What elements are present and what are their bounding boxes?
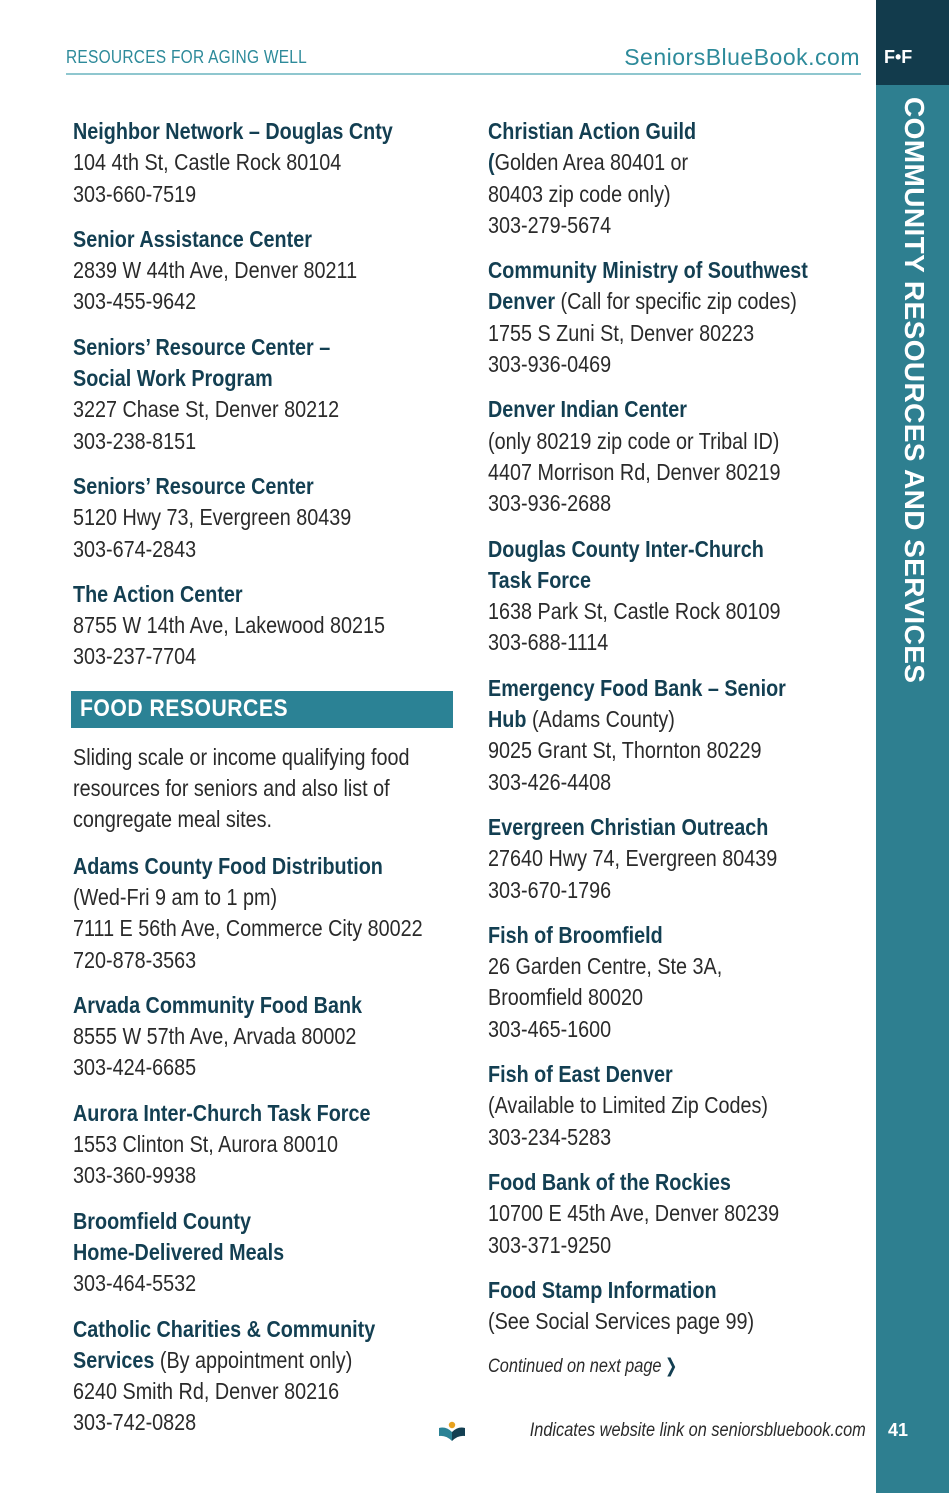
listing-name: Emergency Food Bank – Senior <box>488 674 786 701</box>
listing-note: Golden Area 80401 or <box>494 149 689 176</box>
section-intro <box>73 742 463 836</box>
listing-entry <box>488 394 878 519</box>
listing-entry <box>488 116 878 241</box>
intro-line: Sliding scale or income qualifying food <box>73 743 410 770</box>
listing-name: Christian Action Guild <box>488 118 697 144</box>
listing-phone: 303-464-5532 <box>73 1270 197 1297</box>
open-paren: ( <box>488 149 495 176</box>
listing-entry <box>488 812 878 906</box>
listing-phone: 303-237-7704 <box>73 643 197 670</box>
listing-phone: 303-238-8151 <box>73 427 197 454</box>
listing-name: Adams County Food Distribution <box>73 852 383 879</box>
listing-name: Social Work Program <box>73 365 273 392</box>
listing-entry <box>488 1275 878 1338</box>
listing-entry <box>73 1314 463 1439</box>
continued-text: Continued on next page <box>488 1356 662 1378</box>
listing-name: Services <box>73 1346 155 1373</box>
listing-note: (See Social Services page 99) <box>488 1308 755 1335</box>
listing-phone: 720-878-3563 <box>73 946 197 973</box>
section-heading-food-resources <box>71 691 453 728</box>
listing-phone: 303-688-1114 <box>488 629 609 656</box>
left-column <box>73 116 463 1453</box>
tab-header-block <box>876 0 949 85</box>
footer-note <box>437 1420 866 1442</box>
listing-note: 80403 zip code only) <box>488 180 671 207</box>
listing-name-with-note <box>488 704 823 735</box>
listing-note: (only 80219 zip code or Tribal ID) <box>488 427 780 454</box>
footer-text: Indicates website link on seniorsbluebook.com <box>529 1420 866 1441</box>
listing-address: 104 4th St, Castle Rock 80104 <box>73 149 342 176</box>
listing-name: Neighbor Network – Douglas Cnty <box>73 118 393 144</box>
listing-entry <box>73 1206 463 1300</box>
listing-phone: 303-455-9642 <box>73 288 197 315</box>
listing-name: Broomfield County <box>73 1207 252 1234</box>
chapter-code: F•F <box>884 47 913 67</box>
listing-phone: 303-371-9250 <box>488 1231 612 1258</box>
listing-entry <box>488 534 878 659</box>
listing-entry <box>73 224 463 318</box>
listing-name: Denver Indian Center <box>488 396 687 423</box>
listing-entry <box>73 332 463 457</box>
listing-name: The Action Center <box>73 580 243 607</box>
listing-phone: 303-279-5674 <box>488 211 612 238</box>
chapter-title: COMMUNITY RESOURCES AND SERVICES <box>899 97 930 684</box>
listing-phone: 303-426-4408 <box>488 768 612 795</box>
listing-note: (Call for specific zip codes) <box>555 288 797 315</box>
listing-name: Fish of East Denver <box>488 1061 673 1088</box>
listing-address: 9025 Grant St, Thornton 80229 <box>488 737 762 764</box>
listing-name: Douglas County Inter-Church <box>488 535 764 562</box>
website-link[interactable]: SeniorsBlueBook.com <box>624 44 860 70</box>
listing-phone: 303-670-1796 <box>488 876 612 903</box>
listing-note: (Available to Limited Zip Codes) <box>488 1092 768 1119</box>
listing-phone: 303-936-0469 <box>488 351 612 378</box>
listing-address: 8555 W 57th Ave, Arvada 80002 <box>73 1023 357 1050</box>
listing-name-with-note <box>488 286 823 317</box>
listing-name: Evergreen Christian Outreach <box>488 813 769 840</box>
listing-note: (Adams County) <box>526 706 675 733</box>
listing-entry <box>73 851 463 976</box>
listing-entry <box>73 116 463 210</box>
listing-entry <box>73 1098 463 1192</box>
header-divider <box>66 73 861 75</box>
listing-phone: 303-936-2688 <box>488 490 612 517</box>
listing-name: Home-Delivered Meals <box>73 1238 285 1265</box>
listing-address: 8755 W 14th Ave, Lakewood 80215 <box>73 612 385 639</box>
listing-phone: 303-424-6685 <box>73 1054 197 1081</box>
listing-name: Senior Assistance Center <box>73 225 312 252</box>
listing-name: Denver <box>488 288 556 315</box>
section-heading-text: FOOD RESOURCES <box>80 695 289 723</box>
listing-name: Task Force <box>488 566 591 593</box>
chapter-side-tab <box>876 0 949 1493</box>
intro-line: congregate meal sites. <box>73 806 273 833</box>
chevron-right-icon: ❯ <box>664 1356 678 1378</box>
listing-entry <box>488 920 878 1045</box>
listing-name: Hub <box>488 706 527 733</box>
listing-note-line <box>488 147 823 178</box>
listing-address: 6240 Smith Rd, Denver 80216 <box>73 1378 340 1405</box>
listing-entry <box>488 673 878 798</box>
continued-link[interactable] <box>488 1355 823 1378</box>
listing-address: 10700 E 45th Ave, Denver 80239 <box>488 1200 780 1227</box>
listing-address: 7111 E 56th Ave, Commerce City 80022 <box>73 915 423 942</box>
running-header-section: RESOURCES FOR AGING WELL <box>66 47 308 67</box>
listing-entry <box>73 579 463 673</box>
listing-phone: 303-465-1600 <box>488 1015 612 1042</box>
listing-address: 27640 Hwy 74, Evergreen 80439 <box>488 845 778 872</box>
listing-address: 26 Garden Centre, Ste 3A, <box>488 953 723 980</box>
listing-name-with-note <box>73 1345 408 1376</box>
listing-entry <box>488 255 878 380</box>
listing-address: 3227 Chase St, Denver 80212 <box>73 396 340 423</box>
listing-note: (By appointment only) <box>154 1346 353 1373</box>
listing-name: Food Stamp Information <box>488 1276 717 1303</box>
listing-phone: 303-234-5283 <box>488 1123 612 1150</box>
listing-entry <box>73 990 463 1084</box>
listing-name: Seniors’ Resource Center – <box>73 333 331 360</box>
listing-name: Food Bank of the Rockies <box>488 1168 731 1195</box>
listing-name: Fish of Broomfield <box>488 921 663 948</box>
listing-name: Aurora Inter-Church Task Force <box>73 1099 371 1126</box>
listing-address: 1755 S Zuni St, Denver 80223 <box>488 319 755 346</box>
intro-line: resources for seniors and also list of <box>73 775 390 802</box>
page-number: 41 <box>888 1420 909 1440</box>
listing-phone: 303-674-2843 <box>73 535 197 562</box>
listing-address: Broomfield 80020 <box>488 984 644 1011</box>
listing-entry <box>488 1059 878 1153</box>
listing-address: 1638 Park St, Castle Rock 80109 <box>488 598 781 625</box>
listing-name: Community Ministry of Southwest <box>488 257 808 284</box>
listing-note: (Wed-Fri 9 am to 1 pm) <box>73 883 278 910</box>
listing-name: Arvada Community Food Bank <box>73 991 363 1018</box>
listing-address: 1553 Clinton St, Aurora 80010 <box>73 1131 339 1158</box>
right-column <box>488 116 878 1378</box>
listing-phone: 303-660-7519 <box>73 180 197 207</box>
listing-address: 2839 W 44th Ave, Denver 80211 <box>73 257 358 284</box>
listing-entry <box>73 471 463 565</box>
listing-name: Seniors’ Resource Center <box>73 472 314 499</box>
listing-phone: 303-360-9938 <box>73 1162 197 1189</box>
listing-address: 5120 Hwy 73, Evergreen 80439 <box>73 504 352 531</box>
listing-phone: 303-742-0828 <box>73 1409 197 1436</box>
listing-entry <box>488 1167 878 1261</box>
listing-name: Catholic Charities & Community <box>73 1315 376 1342</box>
listing-address: 4407 Morrison Rd, Denver 80219 <box>488 458 781 485</box>
web-link-icon <box>437 1420 467 1442</box>
